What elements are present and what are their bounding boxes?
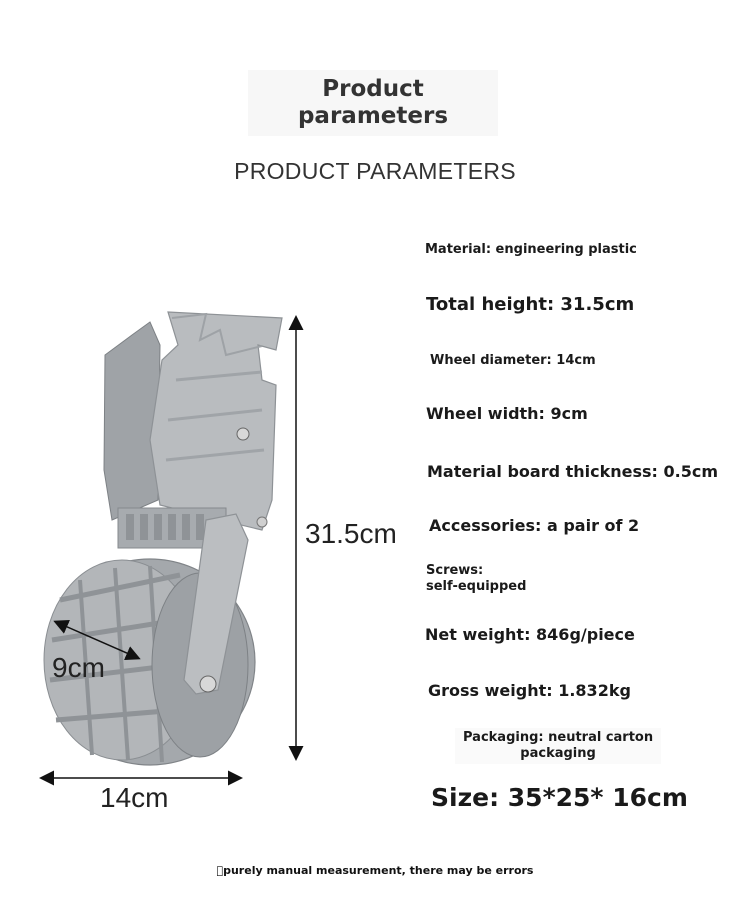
width-dimension-label: 9cm [52, 652, 105, 683]
title-line-1: Product [322, 76, 424, 102]
spec-total-height: Total height: 31.5cm [426, 294, 635, 315]
measurement-footnote:  purely manual measurement, there may be errors [216, 864, 534, 877]
spec-packaging-line-1: Packaging: neutral carton [463, 730, 654, 745]
spec-wheel-width: Wheel width: 9cm [426, 404, 588, 423]
spec-wheel-diameter: Wheel diameter: 14cm [430, 353, 596, 368]
spec-screws-line-1: Screws: [426, 563, 484, 578]
page-subtitle: PRODUCT PARAMETERS [234, 158, 516, 184]
spec-material: Material: engineering plastic [425, 242, 637, 257]
spec-screws-line-2: self-equipped [426, 579, 527, 594]
title-line-2: parameters [297, 103, 449, 129]
spec-packaging-line-2: packaging [520, 746, 596, 761]
spec-gross-weight: Gross weight: 1.832kg [428, 681, 631, 700]
spec-net-weight: Net weight: 846g/piece [425, 625, 635, 644]
back-plate [104, 322, 160, 520]
diameter-dimension-label: 14cm [100, 782, 169, 813]
spec-screws [426, 563, 526, 595]
mounting-bracket [150, 312, 282, 530]
spec-accessories: Accessories: a pair of 2 [429, 516, 640, 535]
spec-size: Size: 35*25* 16cm [431, 783, 688, 812]
spec-board-thickness: Material board thickness: 0.5cm [427, 462, 719, 481]
height-dimension-label: 31.5cm [305, 518, 397, 549]
spec-packaging [455, 728, 661, 764]
